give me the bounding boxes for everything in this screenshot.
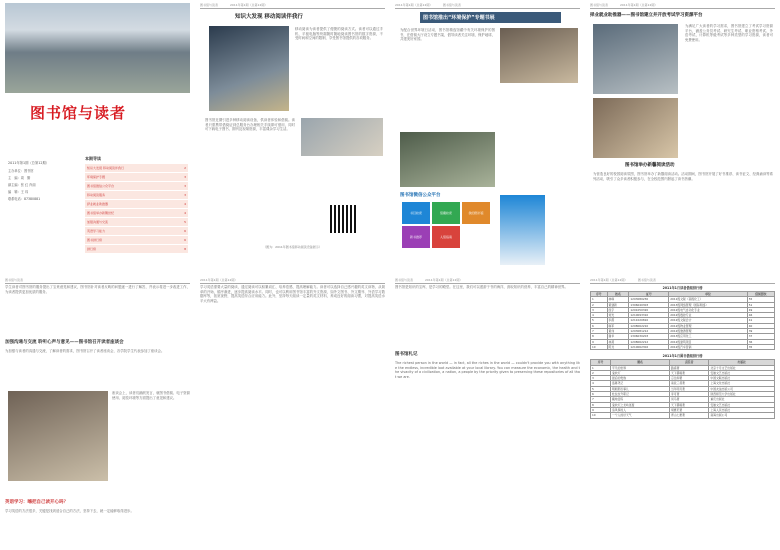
table-row: 8 谢华 1306030203 2013级应用化工 37	[591, 334, 775, 339]
toc-item[interactable]: 图书馆微信公众平台 3	[87, 184, 186, 188]
page-8	[585, 275, 780, 550]
page-1	[0, 0, 195, 275]
cover-title: 图书馆与读者	[30, 104, 127, 122]
article-body: 学习英语需要大量的阅读，通过阅读可以积累词汇、培养语感、提高理解能力。读者可以选择自己感兴趣的英文读物，从简单的开始，循序渐进，逐步提高阅读水平。同时，也可以利用图书馆丰富的外文资源，如外文图书、外文期刊、外语学习数据库等，拓宽视野，提高英语综合应用能力。此外，坚持每天阅读一定量的英文材料，养成良好的阅读习惯，对提高英语水平大有裨益。	[200, 285, 385, 303]
table-row: 9 林燕 1208062212 2012级建筑项目 36	[591, 339, 775, 344]
table-row: 5 李霞 1211020810 2012级文秘会计 41	[591, 318, 775, 323]
article-body: 为加强与读者的沟通与交流，了解读者的需求，图书馆召开了读者座谈会，各学院学生代表参加了座谈会。	[5, 349, 165, 353]
article-title: 知识大发现 移动阅读伴我行	[235, 14, 303, 20]
running-header: 图书馆与读者 2011年第1期（总第12期）	[590, 3, 775, 9]
toc-item[interactable]: 择业就业助推器 4	[87, 202, 186, 206]
section-heading: 加强沟通与交流 聆听心声与意见——图书馆召开读者座谈会	[5, 340, 124, 345]
reading-device-photo	[209, 26, 289, 111]
toc-item[interactable]: 英语学习能力 6	[87, 229, 186, 233]
table-row: 5 明朝那些事儿 当年明月著 中国友谊出版公司	[591, 386, 775, 391]
article-banner: 图书馆推出“环境保护”专题书展	[420, 12, 561, 23]
exhibition-photo	[500, 28, 578, 83]
table-row: 2 黄建新 1306040303 2013级网络管理（国际网络） 51	[591, 302, 775, 307]
wechat-tile[interactable]: 书目检索	[402, 202, 430, 224]
table-row: 3 最后的贵族 章诒和著 中国文联出版社	[591, 376, 775, 381]
table-of-contents	[85, 156, 188, 254]
masthead	[8, 168, 73, 203]
toc-item[interactable]: 加强沟通与交流 5	[87, 220, 186, 224]
running-header: 图书馆与读者	[5, 278, 190, 284]
meeting-photo	[8, 391, 108, 481]
toc-item[interactable]: 图书馆举办新馨世纪 4	[87, 211, 186, 215]
toc-item[interactable]: 排行榜 8	[87, 247, 186, 251]
wechat-tile[interactable]: 我的图书馆	[462, 202, 490, 224]
table-row: 4 盗墓笔记 南派三叔著 上海文化出版社	[591, 381, 775, 386]
table-row: 10 陈龙 1210062302 2012级汽车营销 35	[591, 344, 775, 349]
running-header: 图书馆与读者 2011年第1期（总第12期）	[200, 3, 385, 9]
page-6	[195, 275, 390, 550]
table-row: 6 杜拉拉升职记 李可著 陕西师范大学出版社	[591, 392, 775, 397]
article-body: 为营造良好的校园阅读氛围，图书馆举办了新馨阅读活动。活动期间，图书馆开展了好书推荐、读书征文、经典诵读等系列活动，吸引了众多读者积极参与，在全校范围内掀起了读书热潮。	[593, 172, 773, 181]
qr-code	[330, 205, 358, 233]
table-row: 4 刘光 1210093310 2012级数控专业 46	[591, 313, 775, 318]
table-row: 1 平凡的世界 路遥著 北京十月文艺出版社	[591, 365, 775, 370]
photo-caption: （图为：2011年图书馆移动阅读设备展示）	[263, 245, 322, 249]
issue-line: 2011年第1期（总第12期）	[8, 161, 50, 165]
toc-item[interactable]: 图书排行榜 6	[87, 238, 186, 242]
table-title: 2011年1月读者借阅排行榜	[662, 286, 703, 290]
table-row: 1 林峥 1203080230 2011级文秘（高级化工） 55	[591, 297, 775, 302]
running-header: 2011年第1期（总第12期）	[200, 278, 385, 284]
article-body: 学习英语的方法很多，关键是找到适合自己的方法，坚持下去，就一定能够取得进步。	[5, 509, 134, 513]
page-3	[390, 0, 585, 275]
table-row: 8 鬼吹灯之龙岭迷窟 天下霸唱著 安徽文艺出版社	[591, 402, 775, 407]
table-row: 10 一个人的好天气 青山七惠著 南海出版公司	[591, 413, 775, 418]
toc-item[interactable]: 环境保护专题 3	[87, 175, 186, 179]
article-body: 学生读者对图书馆的服务提出了宝贵意见和建议，图书馆针对读者反映的问题逐一进行了解答，并表示将进一步改进工作，为读者提供更加优质的服务。	[5, 285, 190, 294]
masthead-row: 副主编：张 红 肖丽	[8, 183, 36, 187]
event-photo	[593, 98, 678, 158]
masthead-row: 联系电话：87380881	[8, 197, 41, 201]
toc-item[interactable]: 移动阅读服务 3	[87, 193, 186, 197]
table-title: 2011年1月图书借阅排行榜	[662, 354, 703, 359]
page-5	[0, 275, 195, 550]
bookshelf-photo	[400, 132, 495, 187]
wechat-grid	[402, 202, 492, 248]
page-7	[390, 275, 585, 550]
toc-item[interactable]: 知识大发现 移动阅读伴我行 2	[87, 166, 186, 170]
reader-photo	[301, 118, 383, 156]
article-title: 择业就业助推器——图书馆建立并开放考试学习资源平台	[590, 13, 703, 18]
table-row: 2 鬼吹灯 天下霸唱著 安徽文艺出版社	[591, 370, 775, 375]
table-row: 7 藏地密码 何马著 重庆出版社	[591, 397, 775, 402]
running-header: 图书馆与读者 2011年第1期（总第12期）	[395, 278, 580, 284]
article-body: 座谈会上，读者们踊跃发言，就图书借阅、电子资源使用、阅览环境等方面提出了意见和建议。	[112, 391, 190, 400]
running-header: 2011年第1期（总第12期） 图书馆与读者	[590, 278, 775, 284]
masthead-row: 编 辑：王 玮	[8, 190, 29, 194]
masthead-row: 主办单位：图书馆	[8, 169, 34, 173]
article-title: 图书馆举办新馨阅读活动	[625, 163, 675, 168]
toc-heading: 本期导读	[85, 156, 101, 161]
article-body: 图书馆是知识的宝库，是学习的殿堂。在这里，我们可以遨游于书的海洋，汲取知识的营养，丰富自己的精神世界。	[395, 285, 568, 289]
article-body: 为满足广大读者的学习需求，图书馆建立了考试学习资源平台，涵盖公务员考试、研究生考试、职业资格考试、外语考试、计算机等级考试等多种类型的学习资源，读者可免费使用。	[685, 24, 773, 42]
section-heading: 英语学习：嗨把自己读开心吗？	[5, 500, 68, 505]
page-2	[195, 0, 390, 275]
wechat-tile[interactable]: 新书推荐	[402, 226, 430, 248]
wechat-tile[interactable]: 入馆指南	[432, 226, 460, 248]
study-room-photo	[593, 24, 678, 94]
article-body: The richest person in the world — in fact, all the riches in the world — couldn't provide you with anything like the endless, incredible loot available at your local library. You can measure the economic, the health and the vivacity of a civilization, a nation, a people by the priority given to preserving these repositories of all that we are.	[395, 361, 580, 379]
wechat-section-title: 图书馆微信公众平台	[400, 193, 441, 198]
article-body: 移动阅读为读者提供了便捷的阅读方式。读者可以通过手机、平板电脑等终端随时随地阅读图书馆的数字资源，不受时间和空间的限制，享受图书馆提供的各项服务。	[295, 27, 383, 41]
wechat-tile[interactable]: 馆藏检索	[432, 202, 460, 224]
masthead-row: 主 编：周 勤	[8, 176, 31, 180]
article-body: 为配合世界环境日活动，图书馆精选馆藏中有关环境保护的图书，在借阅大厅设立专题书架，倡导读者关注环境、保护地球，共建美好家园。	[400, 28, 495, 42]
phone-screenshot	[500, 195, 545, 265]
book-ranking-table	[590, 359, 775, 418]
running-header: 2011年第1期（总第12期） 图书馆与读者	[395, 3, 580, 9]
article-body: 图书馆近期引进多种移动阅读设备，供读者体验和借阅。读者只需携带借阅证到总服务台办理相关手续即可借用，同时可下载电子图书、期刊及视频资源，丰富课余学习生活。	[205, 118, 295, 132]
table-row: 7 黄伟 1203081212 2012级旅游管理 39	[591, 329, 775, 334]
table-row: 3 庞宇 1201050320 2012级电气自动化专业 49	[591, 307, 775, 312]
reader-ranking-table	[590, 291, 775, 350]
table-row: 6 韩军 1208062210 2012级物业管理 40	[591, 323, 775, 328]
library-building-photo	[5, 3, 190, 93]
page-4	[585, 0, 780, 275]
section-heading: 图书馆札记	[395, 352, 418, 357]
table-header-row: 序号 题名 责任者 出版社	[591, 360, 775, 365]
table-row: 9 追风筝的人 胡赛尼著 上海人民出版社	[591, 407, 775, 412]
table-header-row: 序号 姓名 证号 单位 借阅册次	[591, 292, 775, 297]
